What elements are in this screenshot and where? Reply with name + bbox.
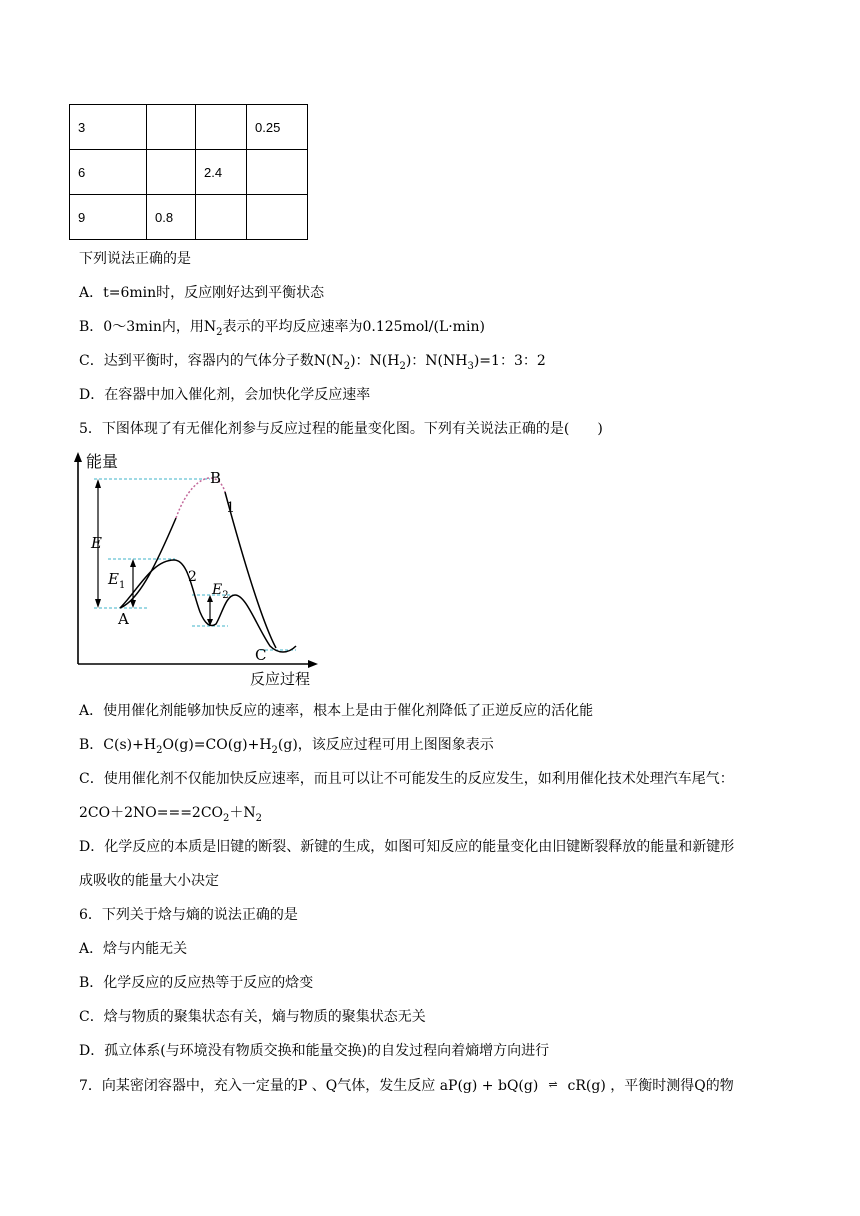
subscript: 2 bbox=[271, 744, 278, 756]
label-text: E bbox=[212, 582, 223, 598]
q4-option-d: D．在容器中加入催化剂，会加快化学反应速率 bbox=[79, 387, 371, 403]
data-table bbox=[69, 104, 308, 240]
table-cell: 9 bbox=[70, 195, 147, 240]
text-run: ＋N bbox=[229, 805, 256, 821]
label-subscript: 1 bbox=[118, 580, 126, 591]
q5-option-c-line1: C．使用催化剂不仅能加快反应速率，而且可以让不可能发生的反应发生，如利用催化技术处理汽车尾气： bbox=[79, 771, 734, 787]
table-cell bbox=[147, 150, 196, 195]
table-cell: 3 bbox=[70, 105, 147, 150]
energy-diagram bbox=[60, 450, 330, 690]
text-run: O(g)=CO(g)+H bbox=[162, 737, 272, 753]
subscript: 2 bbox=[216, 326, 223, 338]
curve-1 bbox=[120, 518, 176, 608]
q5-option-a: A．使用催化剂能够加快反应的速率，根本上是由于催化剂降低了正逆反应的活化能 bbox=[79, 703, 594, 719]
q6-option-c: C．焓与物质的聚集状态有关，熵与物质的聚集状态无关 bbox=[79, 1009, 426, 1025]
table-cell bbox=[196, 195, 247, 240]
subscript: 2 bbox=[255, 812, 263, 824]
curve-2 bbox=[120, 560, 296, 652]
text-run: (g)，该反应过程可用上图图象表示 bbox=[277, 737, 494, 753]
q6-stem: 6．下列关于焓与熵的说法正确的是 bbox=[79, 907, 298, 923]
arrow-head bbox=[130, 600, 136, 608]
subscript: 3 bbox=[467, 360, 474, 372]
q4-option-b bbox=[79, 318, 485, 342]
arrow-head bbox=[95, 599, 101, 608]
reversible-arrow-icon: ⇌ bbox=[548, 1078, 558, 1091]
y-axis-arrow bbox=[74, 452, 82, 462]
arrow-head bbox=[130, 559, 136, 567]
q4-stem: 下列说法正确的是 bbox=[79, 251, 191, 267]
q4-option-a: A．t=6min时，反应刚好达到平衡状态 bbox=[79, 285, 325, 301]
q5-option-d-line2: 成吸收的能量大小决定 bbox=[79, 873, 219, 889]
point-label-a: A bbox=[118, 610, 129, 628]
point-label-c: C bbox=[255, 646, 267, 664]
curve-label-1: 1 bbox=[226, 500, 235, 516]
text-run: 表示的平均反应速率为0.125mol/(L·min) bbox=[222, 319, 485, 335]
arrow-head bbox=[95, 479, 101, 488]
table-row bbox=[70, 150, 308, 195]
q6-option-b: B．化学反应的反应热等于反应的焓变 bbox=[79, 975, 314, 991]
text-run: 7．向某密闭容器中，充入一定量的P 、Q气体，发生反应 aP(g) + bQ(g) bbox=[79, 1078, 539, 1094]
text-run: 2CO＋2NO===2CO bbox=[79, 805, 224, 821]
text-run: C．达到平衡时，容器内的气体分子数N(N bbox=[79, 353, 344, 369]
q5-option-b bbox=[79, 736, 494, 760]
table-cell: 6 bbox=[70, 150, 147, 195]
q5-option-c-line2 bbox=[79, 804, 262, 828]
table-row bbox=[70, 195, 308, 240]
table-cell: 0.8 bbox=[147, 195, 196, 240]
table-cell: 2.4 bbox=[196, 150, 247, 195]
q6-option-d: D．孤立体系(与环境没有物质交换和能量交换)的自发过程向着熵增方向进行 bbox=[79, 1043, 550, 1059]
point-label-b: B bbox=[210, 469, 222, 487]
text-run: cR(g) ，平衡时测得Q的物 bbox=[567, 1078, 734, 1094]
q6-option-a: A．焓与内能无关 bbox=[79, 941, 188, 957]
text-run: B．0～3min内，用N bbox=[79, 319, 217, 335]
q5-option-d-line1: D．化学反应的本质是旧键的断裂、新键的生成，如图可知反应的能量变化由旧键断裂释放的能量和新键形 bbox=[79, 839, 735, 855]
curve-label-2: 2 bbox=[188, 569, 197, 585]
y-axis-label: 能量 bbox=[86, 452, 119, 471]
q7-stem bbox=[79, 1076, 734, 1095]
table-cell bbox=[196, 105, 247, 150]
text-run: B．C(s)+H bbox=[79, 737, 157, 753]
x-axis-label: 反应过程 bbox=[250, 670, 311, 688]
q4-option-c bbox=[79, 352, 546, 376]
table-cell bbox=[247, 150, 308, 195]
text-run: )：N(H bbox=[350, 353, 400, 369]
table-cell: 0.25 bbox=[247, 105, 308, 150]
text-run: )：N(NH bbox=[405, 353, 468, 369]
text-run: )=1：3：2 bbox=[473, 353, 546, 369]
subscript: 2 bbox=[399, 360, 406, 372]
table-row bbox=[70, 105, 308, 150]
subscript: 2 bbox=[343, 360, 351, 372]
x-axis-arrow bbox=[308, 660, 318, 668]
energy-label-e: E bbox=[91, 534, 102, 552]
table-cell bbox=[247, 195, 308, 240]
energy-label-e1 bbox=[107, 570, 125, 591]
label-subscript: 2 bbox=[222, 590, 229, 601]
table-cell bbox=[147, 105, 196, 150]
label-text: E bbox=[108, 570, 119, 588]
q5-stem: 5．下图体现了有无催化剂参与反应过程的能量变化图。下列有关说法正确的是( ) bbox=[79, 421, 603, 437]
subscript: 2 bbox=[223, 812, 230, 824]
subscript: 2 bbox=[156, 744, 163, 756]
energy-label-e2 bbox=[211, 582, 229, 601]
